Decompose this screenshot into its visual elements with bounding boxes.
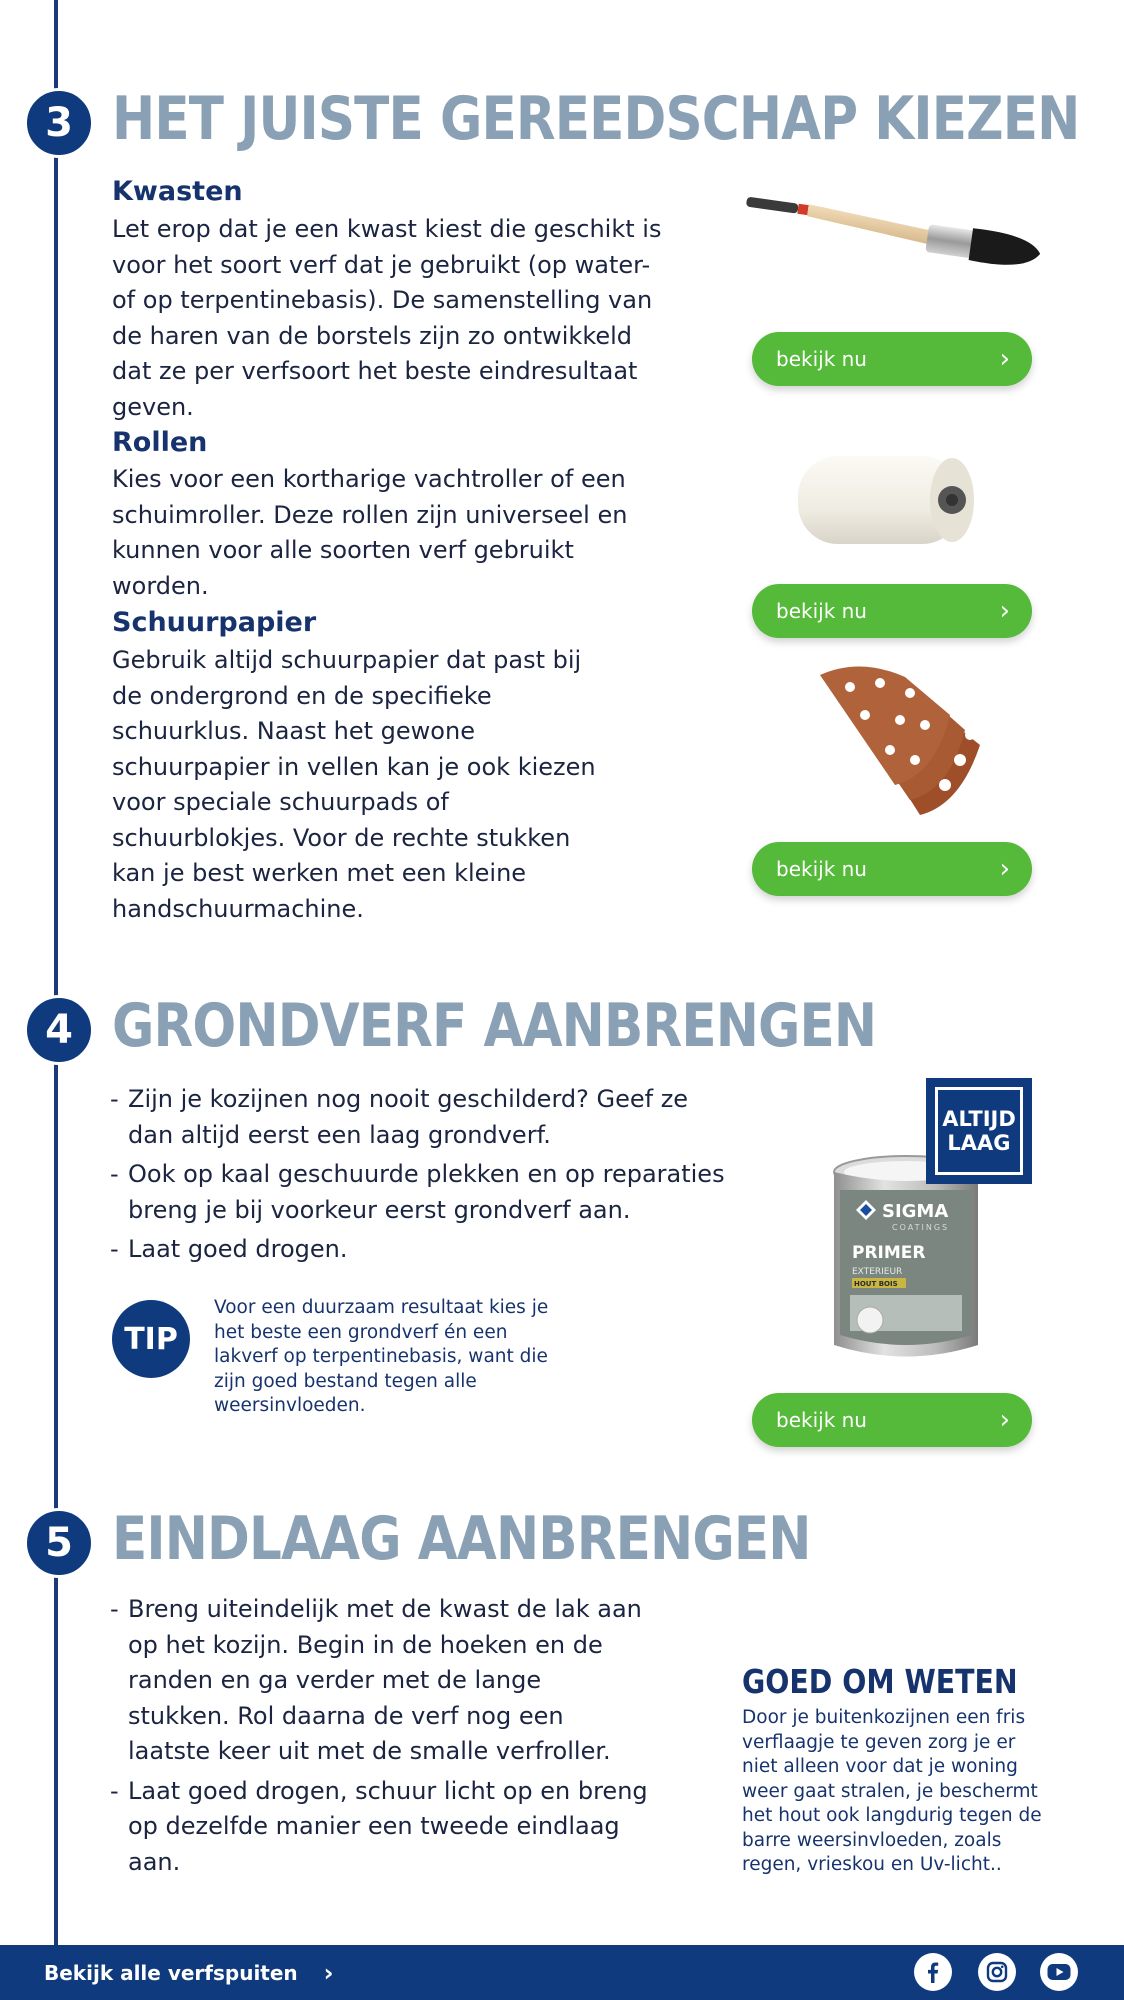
list-item: - Zijn je kozijnen nog nooit geschilderd? Geef ze dan altijd eerst een laag grondverf. xyxy=(110,1082,730,1153)
youtube-icon[interactable] xyxy=(1040,1953,1078,1991)
paintbrush-image xyxy=(738,190,1058,300)
facebook-icon[interactable] xyxy=(914,1953,952,1991)
button-label: bekijk nu xyxy=(776,857,867,881)
tip-badge: TIP xyxy=(112,1300,190,1378)
step-3-badge: 3 xyxy=(24,88,94,158)
svg-text:HOUT BOIS: HOUT BOIS xyxy=(854,1280,898,1288)
tip-text: Voor een duurzaam resultaat kies je het beste een grondverf én een lakverf op terpentinebasis, want die zijn goed bestand tegen alle weersinvloeden. xyxy=(214,1297,549,1416)
sanding-pads-image xyxy=(810,665,990,825)
chevron-right-icon: › xyxy=(323,1959,334,1987)
list-item: - Breng uiteindelijk met de kwast de lak aan op het kozijn. Begin in de hoeken en de randen en ga verder met de lange stukken. Rol daarna de verf nog een laatste keer uit met de smalle verfroller. xyxy=(110,1592,650,1770)
bekijk-nu-button-grondverf[interactable] xyxy=(752,1393,1032,1447)
instagram-icon[interactable] xyxy=(978,1953,1016,1991)
step-5-bullet-list xyxy=(110,1592,650,1884)
button-label: bekijk nu xyxy=(776,599,867,623)
bekijk-alle-verfspuiten-link[interactable] xyxy=(44,1959,334,1987)
step-4-bullet-list xyxy=(110,1082,730,1272)
svg-text:COATINGS: COATINGS xyxy=(892,1223,950,1232)
bekijk-nu-button-schuurpapier[interactable] xyxy=(752,842,1032,896)
rollen-title: Rollen xyxy=(112,427,208,458)
svg-text:PRIMER: PRIMER xyxy=(852,1243,926,1263)
svg-text:EXTERIEUR: EXTERIEUR xyxy=(852,1267,903,1277)
list-item: - Laat goed drogen, schuur licht op en breng op dezelfde manier een tweede eindlaag aan. xyxy=(110,1774,650,1881)
chevron-right-icon: › xyxy=(999,854,1010,884)
schuurpapier-title: Schuurpapier xyxy=(112,607,317,638)
rollen-text: Kies voor een kortharige vachtroller of een schuimroller. Deze rollen zijn universeel en kunnen voor alle soorten verf gebruikt worden. xyxy=(112,465,628,600)
bekijk-nu-button-kwasten[interactable] xyxy=(752,332,1032,386)
schuurpapier-text: Gebruik altijd schuurpapier dat past bij de ondergrond en de specifieke schuurklus. Naast het gewone schuurpapier in vellen kan je ook kiezen voor speciale schuurpads of schuurblokjes. Voor de rechte stukken kan je best werken met een kleine handschuurmachine. xyxy=(112,646,596,923)
step-5-badge: 5 xyxy=(24,1508,94,1578)
goed-om-weten-text: Door je buitenkozijnen een fris verflaagje te geven zorg je er niet alleen voor dat je woning weer gaat stralen, je beschermt het hout ook langdurig tegen de barre weersinvloeden, zoals regen, vrieskou en Uv-licht.. xyxy=(742,1707,1042,1875)
button-label: bekijk nu xyxy=(776,347,867,371)
step-4-badge: 4 xyxy=(24,995,94,1065)
button-label: bekijk nu xyxy=(776,1408,867,1432)
footer-link-label: Bekijk alle verfspuiten xyxy=(44,1961,298,1985)
step-4-title: GRONDVERF AANBRENGEN xyxy=(112,991,877,1061)
kwasten-title: Kwasten xyxy=(112,176,243,207)
altijd-laag-badge: ALTIJD LAAG xyxy=(926,1078,1032,1184)
step-3-title: HET JUISTE GEREEDSCHAP KIEZEN xyxy=(112,84,1080,154)
chevron-right-icon: › xyxy=(999,596,1010,626)
kwasten-text: Let erop dat je een kwast kiest die geschikt is voor het soort verf dat je gebruikt (op water- of op terpentinebasis). De samenstelling van de haren van de borstels zijn zo ontwikkeld dat ze per verfsoort het beste eindresultaat geven. xyxy=(112,215,662,421)
list-item: - Ook op kaal geschuurde plekken en op reparaties breng je bij voorkeur eerst grondverf aan. xyxy=(110,1157,730,1228)
svg-text:SIGMA: SIGMA xyxy=(882,1201,949,1222)
timeline-line xyxy=(54,0,58,1945)
paint-roller-image xyxy=(790,448,990,558)
step-5-title: EINDLAAG AANBRENGEN xyxy=(112,1504,811,1574)
bekijk-nu-button-rollen[interactable] xyxy=(752,584,1032,638)
chevron-right-icon: › xyxy=(999,344,1010,374)
chevron-right-icon: › xyxy=(999,1405,1010,1435)
goed-om-weten-title: GOED OM WETEN xyxy=(742,1662,1018,1701)
list-item: - Laat goed drogen. xyxy=(110,1232,730,1268)
footer-bar xyxy=(0,1945,1124,2000)
